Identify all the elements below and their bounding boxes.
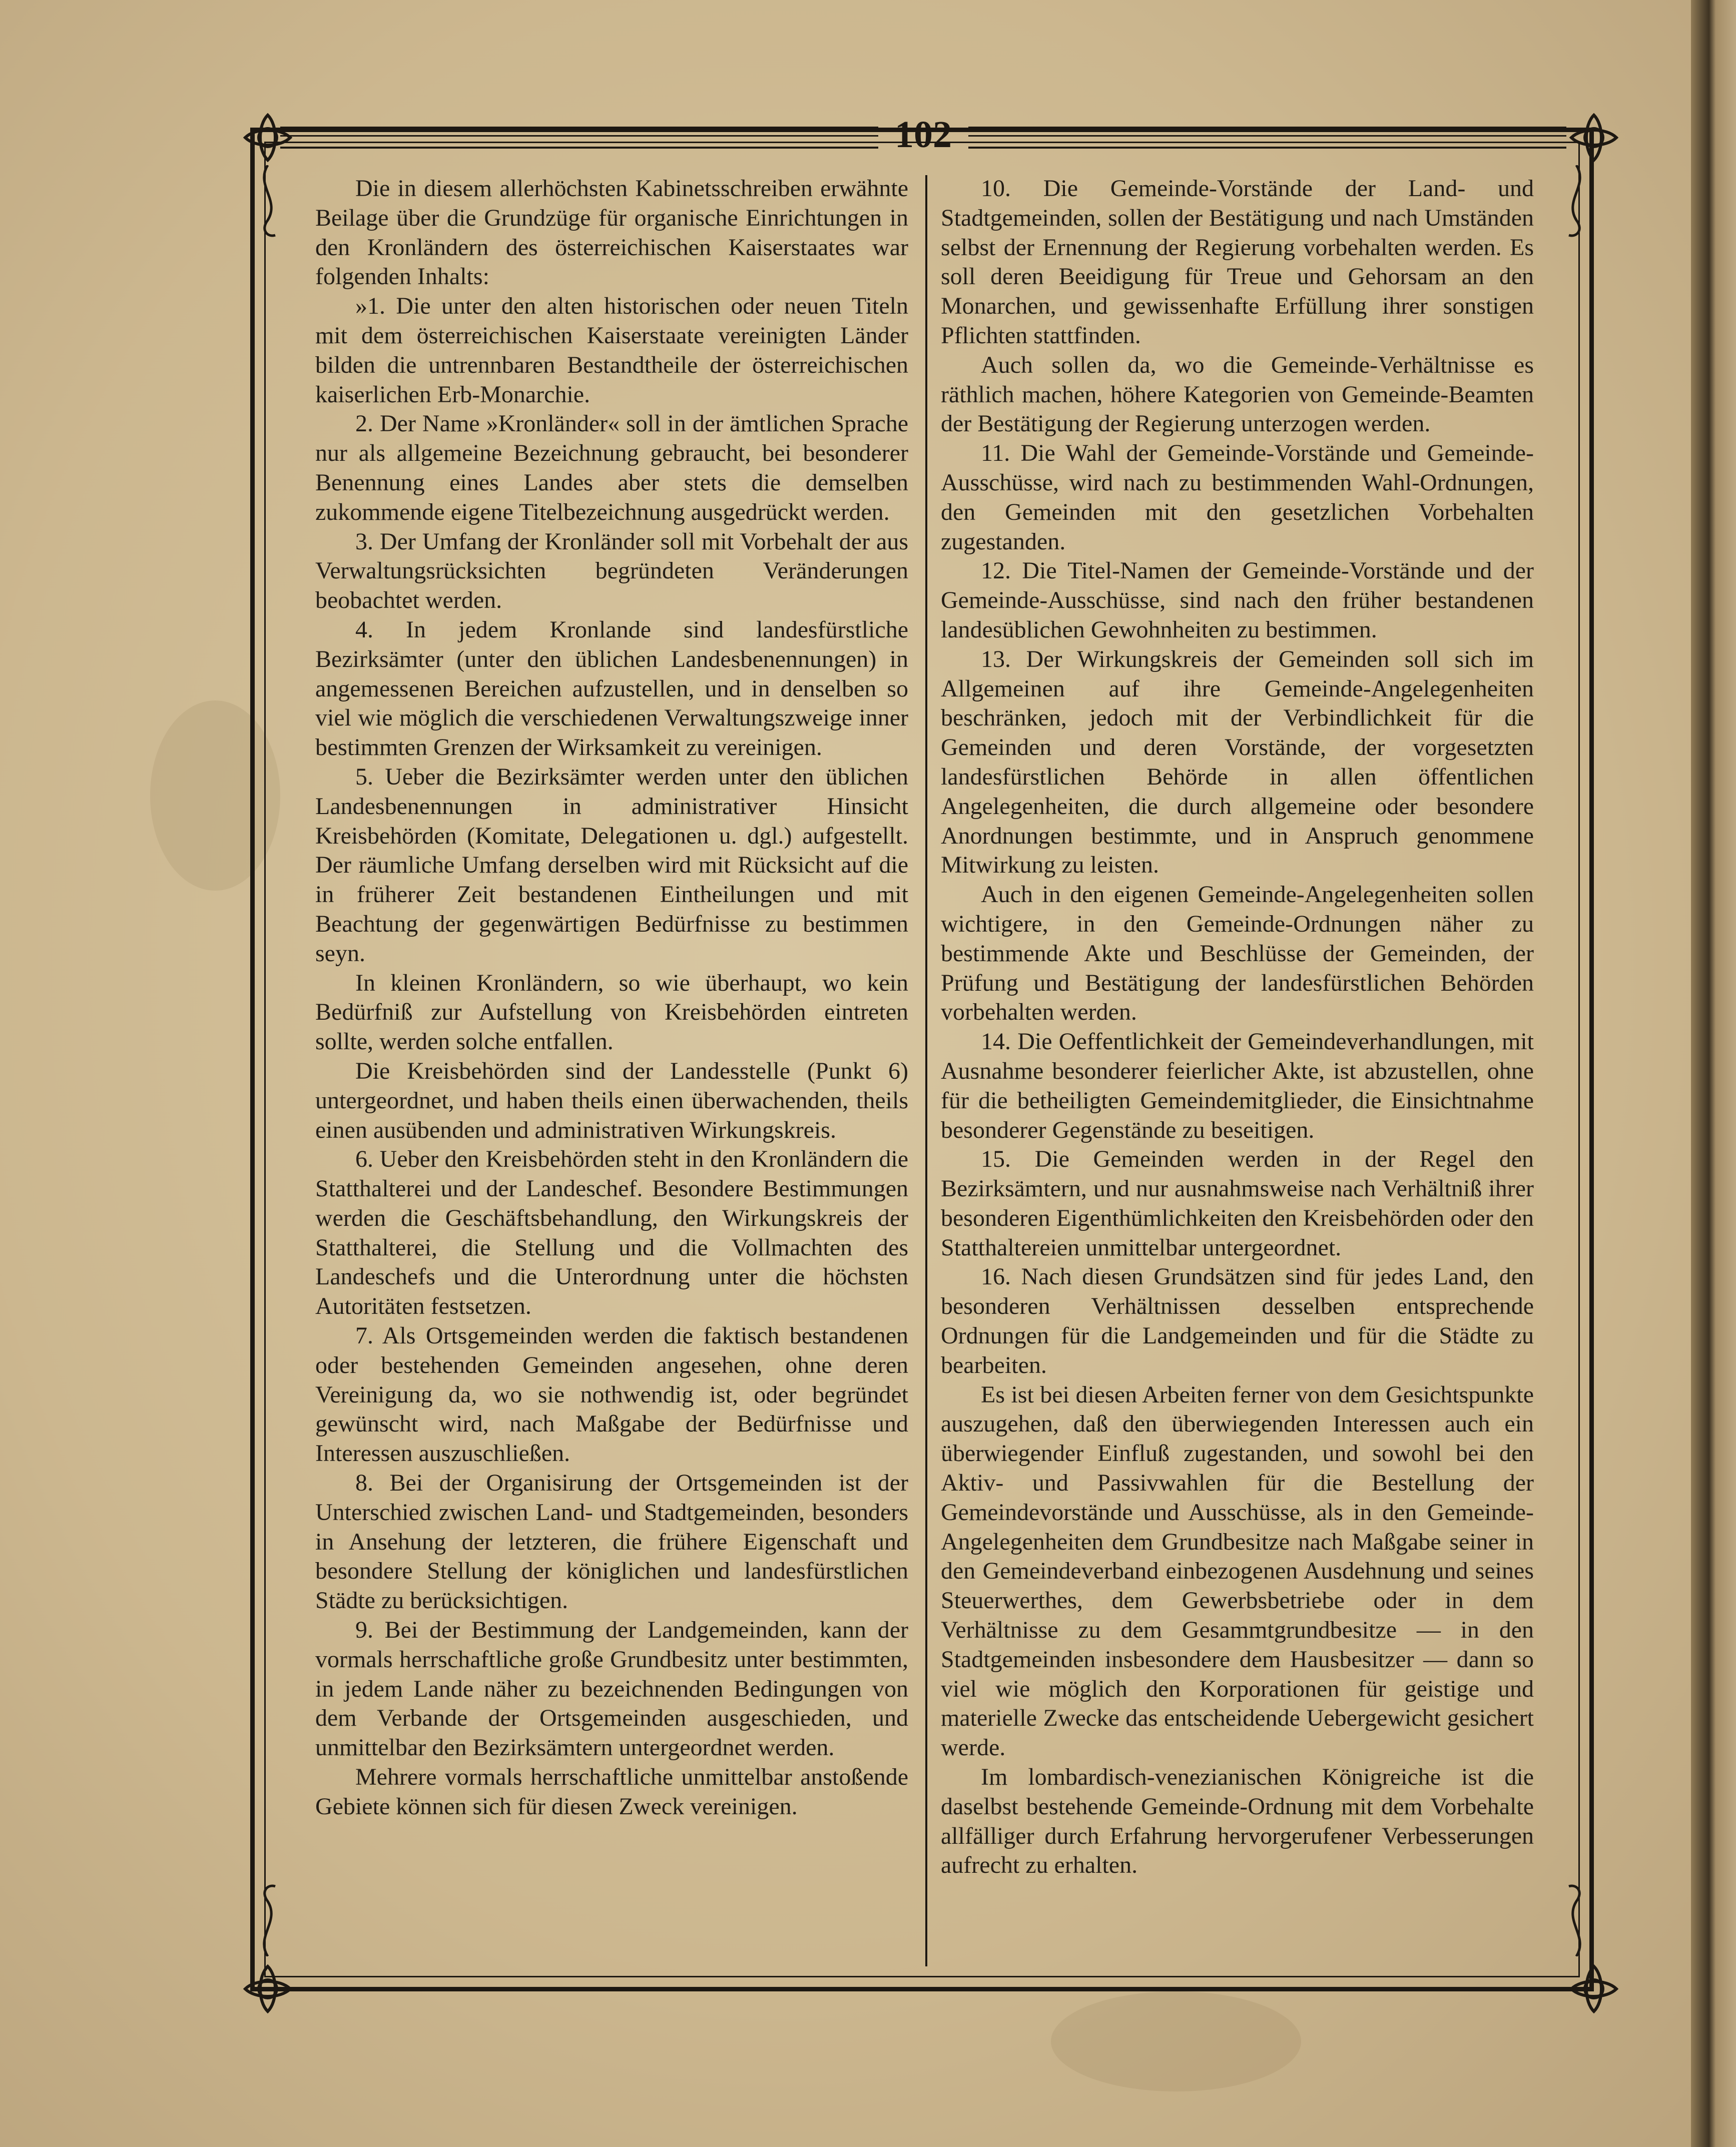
right-text-column	[941, 174, 1534, 1958]
paragraph: 8. Bei der Organisirung der Ortsgemeinden ist der Unterschied zwischen Land- und Stadtgemeinden, besonders in Ansehung der letzteren, die frühere Eigenschaft und besondere Stellung der königlichen und landesfürstlichen Städte zu berücksichtigen.	[315, 1470, 908, 1614]
paragraph: Auch sollen da, wo die Gemeinde-Verhältnisse es räthlich machen, höhere Kategorien von Gemeinde-Beamten der Bestätigung der Regierung unterzogen werden.	[941, 351, 1534, 437]
paragraph: 2. Der Name »Kronländer« soll in der ämtlichen Sprache nur als allgemeine Bezeichnung gebraucht, bei besonderer Benennung eines Landes aber stets die demselben zukommende eigene Titelbezeichnung ausgedrückt werden.	[315, 410, 908, 525]
page-number: 102	[895, 114, 952, 156]
side-flourish-icon	[1561, 1881, 1591, 1956]
paragraph: 11. Die Wahl der Gemeinde-Vorstände und Gemeinde-Ausschüsse, wird nach zu bestimmenden Wahl-Ordnungen, den Gemeinden mit den gesetzlichen Vorbehalten zugestanden.	[941, 440, 1534, 555]
paragraph: 14. Die Oeffentlichkeit der Gemeindeverhandlungen, mit Ausnahme besonderer feierlicher Akte, ist abzustellen, ohne für die betheiligten Gemeindemitglieder, die Einsichtnahme besonderer Gegenstände zu beseitigen.	[941, 1028, 1534, 1143]
side-flourish-icon	[253, 1881, 283, 1956]
paragraph: Die Kreisbehörden sind der Landesstelle (Punkt 6) untergeordnet, und haben theils einen überwachenden, theils einen ausübenden und administrativen Wirkungskreis.	[315, 1057, 908, 1143]
header-rule-right	[968, 127, 1566, 149]
paper-stain	[1051, 1991, 1301, 2091]
side-flourish-icon	[253, 165, 283, 240]
paragraph: In kleinen Kronländern, so wie überhaupt, wo kein Bedürfniß zur Aufstellung von Kreisbehörden eintreten sollte, werden solche entfallen.	[315, 969, 908, 1055]
paragraph: Mehrere vormals herrschaftliche unmittelbar anstoßende Gebiete können sich für diesen Zweck vereinigen.	[315, 1764, 908, 1820]
fleuron-corner-icon	[240, 110, 295, 165]
paragraph: Die in diesem allerhöchsten Kabinetsschreiben erwähnte Beilage über die Grundzüge für organische Einrichtungen in den Kronländern des österreichischen Kaiserstaates war folgenden Inhalts:	[315, 175, 908, 290]
paragraph: 5. Ueber die Bezirksämter werden unter den üblichen Landesbenennungen in administrativer Hinsicht Kreisbehörden (Komitate, Delegationen u. dgl.) aufgestellt. Der räumliche Umfang derselben wird mit Rücksicht auf die in früherer Zeit bestandenen Eintheilungen und mit Beachtung der gegenwärtigen Bedürfnisse zu bestimmen seyn.	[315, 763, 908, 967]
paragraph: »1. Die unter den alten historischen oder neuen Titeln mit dem österreichischen Kaiserstaate vereinigten Länder bilden die untrennbaren Bestandtheile der österreichischen kaiserlichen Erb-Monarchie.	[315, 293, 908, 408]
paragraph: Auch in den eigenen Gemeinde-Angelegenheiten sollen wichtigere, in den Gemeinde-Ordnungen näher zu bestimmende Akte und Beschlüsse der Gemeinden, der Prüfung und Bestätigung der landesfürstlichen Behörden vorbehalten werden.	[941, 881, 1534, 1026]
paragraph: 12. Die Titel-Namen der Gemeinde-Vorstände und der Gemeinde-Ausschüsse, sind nach den früher bestandenen landesüblichen Gewohnheiten zu bestimmen.	[941, 557, 1534, 643]
paragraph: 16. Nach diesen Grundsätzen sind für jedes Land, den besonderen Verhältnissen desselben entsprechende Ordnungen für die Landgemeinden und für die Städte zu bearbeiten.	[941, 1263, 1534, 1378]
side-flourish-icon	[1561, 165, 1591, 240]
paragraph: 4. In jedem Kronlande sind landesfürstliche Bezirksämter (unter den üblichen Landesbenennungen) in angemessenen Bereichen aufzustellen, und in denselben so viel wie möglich die verschiedenen Verwaltungszweige inner bestimmten Grenzen der Wirksamkeit zu vereinigen.	[315, 616, 908, 761]
fleuron-corner-icon	[1566, 1961, 1621, 2016]
paragraph: Im lombardisch-venezianischen Königreiche ist die daselbst bestehende Gemeinde-Ordnung mit dem Vorbehalte allfälliger durch Erfahrung hervorgerufener Verbesserungen aufrecht zu erhalten.	[941, 1764, 1534, 1879]
fleuron-corner-icon	[240, 1961, 295, 2016]
paragraph: 9. Bei der Bestimmung der Landgemeinden, kann der vormals herrschaftliche große Grundbesitz unter bestimmten, in jedem Lande näher zu bezeichnenden Bedingungen von dem Verbande der Ortsgemeinden ausgeschieden, und unmittelbar den Bezirksämtern untergeordnet werden.	[315, 1617, 908, 1761]
paragraph: 7. Als Ortsgemeinden werden die faktisch bestandenen oder bestehenden Gemeinden angesehen, ohne deren Vereinigung da, wo sie nothwendig ist, oder begründet gewünscht wird, nach Maßgabe der Bedürfnisse und Interessen auszuschließen.	[315, 1322, 908, 1467]
paragraph: Es ist bei diesen Arbeiten ferner von dem Gesichtspunkte auszugehen, daß den überwiegenden Interessen auch ein überwiegender Einfluß zugestanden, und sowohl bei den Aktiv- und Passivwahlen für die Bestellung der Gemeindevorstände und Ausschüsse, als in den Gemeinde-Angelegenheiten dem Grundbesitze nach Maßgabe seiner in den Gemeindeverband einbezogenen Ausdehnung und seines Steuerwerthes, dem Gewerbsbetriebe oder in dem Verhältnisse zu dem Gesammtgrundbesitze — in den Stadtgemeinden insbesondere dem Hausbesitzer — dann so viel wie möglich den Korporationen für geistige und materielle Zwecke das entscheidende Uebergewicht gesichert werde.	[941, 1381, 1534, 1761]
paragraph: 6. Ueber den Kreisbehörden steht in den Kronländern die Statthalterei und der Landeschef. Besondere Bestimmungen werden die Geschäftsbehandlung, den Wirkungskreis der Statthalterei, die Stellung und die Vollmachten des Landeschefs und die Unterordnung unter die höchsten Autoritäten festsetzen.	[315, 1146, 908, 1320]
book-gutter	[1691, 0, 1736, 2147]
paragraph: 10. Die Gemeinde-Vorstände der Land- und Stadtgemeinden, sollen der Bestätigung und nach Umständen selbst der Ernennung der Regierung vorbehalten werden. Es soll deren Beeidigung für Treue und Gehorsam an den Monarchen, und gewissenhafte Erfüllung ihrer sonstigen Pflichten stattfinden.	[941, 175, 1534, 349]
paragraph: 3. Der Umfang der Kronländer soll mit Vorbehalt der aus Verwaltungsrücksichten begründeten Veränderungen beobachtet werden.	[315, 528, 908, 614]
fleuron-corner-icon	[1566, 110, 1621, 165]
left-text-column	[315, 174, 908, 1958]
paragraph: 13. Der Wirkungskreis der Gemeinden soll sich im Allgemeinen auf ihre Gemeinde-Angelegenheiten beschränken, jedoch mit der Verbindlichkeit für die Gemeinden und deren Vorstände, der vorgesetzten landesfürstlichen Behörde in allen öffentlichen Angelegenheiten, die durch allgemeine oder besondere Anordnungen bestimmte, und in Anspruch genommene Mitwirkung zu leisten.	[941, 645, 1534, 879]
column-divider	[925, 175, 927, 1966]
header-rule-left	[280, 127, 878, 149]
paragraph: 15. Die Gemeinden werden in der Regel den Bezirksämtern, und nur ausnahmsweise nach Verhältniß ihrer besonderen Eigenthümlichkeiten den Kreisbehörden oder den Statthaltereien unmittelbar untergeordnet.	[941, 1146, 1534, 1261]
